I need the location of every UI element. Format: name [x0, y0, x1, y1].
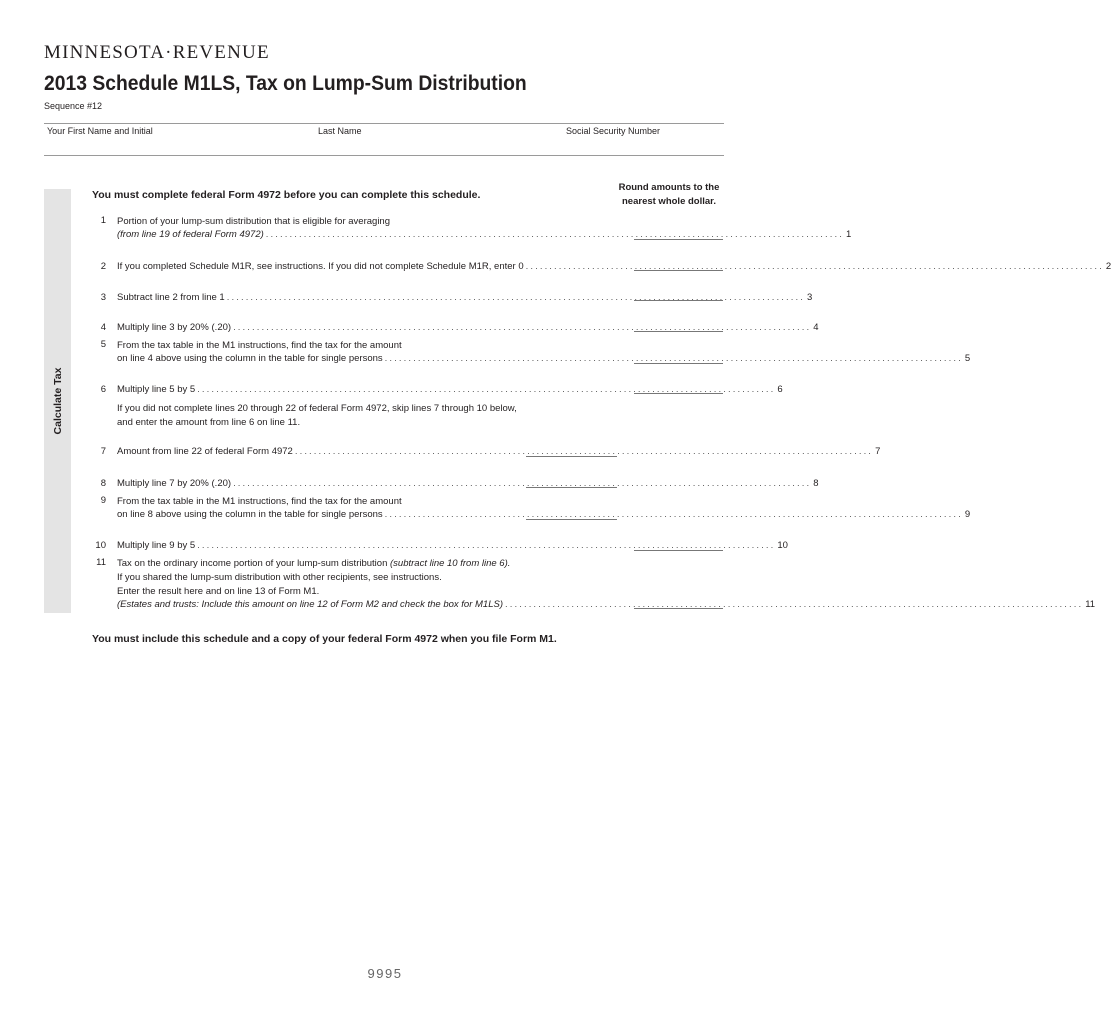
line-10-box-number: 10 — [777, 540, 788, 551]
leader-dots: .......................................................................................................................... — [197, 540, 776, 551]
line-1-number: 1 — [100, 215, 106, 226]
line-10-number: 10 — [95, 540, 106, 551]
line-11-text — [117, 557, 510, 571]
leader-dots: .......................................................................................................................... — [525, 261, 1104, 272]
skip-note-line1: If you did not complete lines 20 through 22 of federal Form 4972, skip lines 7 through 10 below, — [117, 403, 517, 414]
line-9-number: 9 — [100, 495, 106, 506]
line-3-amount-field[interactable] — [634, 300, 723, 301]
leader-dots: .......................................................................................................................... — [233, 478, 812, 489]
line-2-amount-field[interactable] — [634, 270, 723, 271]
line-8-leader — [117, 478, 819, 489]
line-10-leader — [117, 540, 788, 551]
line-3-number: 3 — [100, 292, 106, 303]
first-name-label: Your First Name and Initial — [47, 126, 153, 136]
line-2-leader — [117, 261, 1111, 272]
line-5-leader — [117, 353, 971, 364]
line-1-text: Portion of your lump-sum distribution that is eligible for averaging — [117, 216, 390, 227]
line-10-amount-field[interactable] — [634, 550, 723, 551]
line-5-amount-field[interactable] — [634, 363, 723, 364]
line-9-amount-field[interactable] — [526, 519, 617, 520]
line-1-text2: (from line 19 of federal Form 4972) — [117, 229, 264, 240]
skip-note-line2: and enter the amount from line 6 on line 11. — [117, 417, 301, 428]
leader-dots: .......................................................................................................................... — [384, 509, 963, 520]
line-9-text2: on line 8 above using the column in the table for single persons — [117, 509, 383, 520]
line-1-leader — [117, 229, 852, 240]
line-5-box-number: 5 — [964, 353, 971, 364]
line-11-box-number: 11 — [1085, 599, 1096, 610]
line-1-box-number: 1 — [846, 229, 852, 240]
line-6-box-number: 6 — [777, 384, 783, 395]
line-7-text: Amount from line 22 of federal Form 4972 — [117, 446, 293, 457]
line-2-box-number: 2 — [1105, 261, 1111, 272]
leader-dots: .......................................................................................................................... — [505, 599, 1084, 610]
line-7-number: 7 — [100, 446, 106, 457]
line-7-leader — [117, 446, 881, 457]
line-8-amount-field[interactable] — [526, 487, 617, 488]
line-6-amount-field[interactable] — [634, 393, 723, 394]
ssn-label: Social Security Number — [566, 126, 661, 136]
line-2-number: 2 — [100, 261, 106, 272]
line-2-text: If you completed Schedule M1R, see instructions. If you did not complete Schedule M1R, enter 0 — [117, 261, 524, 272]
leader-dots: .......................................................................................................................... — [226, 292, 805, 303]
instruction-heading: You must complete federal Form 4972 before you can complete this schedule. — [92, 189, 481, 201]
form-number: 9995 — [367, 966, 403, 981]
line-4-number: 4 — [100, 322, 106, 333]
line-11-text-b: (subtract line 10 from line 6). — [390, 558, 511, 569]
line-5-number: 5 — [100, 339, 106, 350]
line-3-box-number: 3 — [806, 292, 813, 303]
line-11-text4: (Estates and trusts: Include this amount on line 12 of Form M2 and check the box for M1LS) — [117, 599, 503, 610]
rounding-note — [604, 181, 734, 209]
line-11-text-a: Tax on the ordinary income portion of your lump-sum distribution — [117, 558, 390, 569]
line-8-number: 8 — [100, 478, 106, 489]
line-8-box-number: 8 — [813, 478, 819, 489]
rounding-note-line2: nearest whole dollar. — [622, 196, 716, 207]
name-field-line[interactable] — [44, 155, 724, 156]
page-title: 2013 Schedule M1LS, Tax on Lump-Sum Distribution — [44, 72, 527, 95]
line-7-box-number: 7 — [875, 446, 881, 457]
agency-logo: MINNESOTA·REVENUE — [44, 42, 270, 63]
last-name-label: Last Name — [318, 126, 362, 136]
leader-dots: .......................................................................................................................... — [265, 229, 845, 240]
section-label: Calculate Tax — [52, 367, 64, 435]
leader-dots: .......................................................................................................................... — [384, 353, 963, 364]
line-9-leader — [117, 509, 971, 520]
line-6-text: Multiply line 5 by 5 — [117, 384, 196, 395]
line-5-text: From the tax table in the M1 instructions, find the tax for the amount — [117, 340, 402, 351]
leader-dots: .......................................................................................................................... — [197, 384, 776, 395]
line-7-amount-field[interactable] — [526, 456, 617, 457]
line-1-amount-field[interactable] — [634, 239, 723, 240]
line-4-text: Multiply line 3 by 20% (.20) — [117, 322, 232, 333]
line-6-number: 6 — [100, 384, 106, 395]
line-9-text: From the tax table in the M1 instructions, find the tax for the amount — [117, 496, 402, 507]
line-4-leader — [117, 322, 819, 333]
line-9-box-number: 9 — [964, 509, 971, 520]
line-6-leader — [117, 384, 783, 395]
line-11-leader — [117, 599, 1096, 610]
leader-dots: .......................................................................................................................... — [233, 322, 812, 333]
line-11-text2: If you shared the lump-sum distribution with other recipients, see instructions. — [117, 572, 442, 583]
rounding-note-line1: Round amounts to the — [618, 182, 720, 193]
line-3-text: Subtract line 2 from line 1 — [117, 292, 225, 303]
line-3-leader — [117, 292, 813, 303]
line-11-text3: Enter the result here and on line 13 of Form M1. — [117, 586, 320, 597]
line-4-box-number: 4 — [813, 322, 819, 333]
line-8-text: Multiply line 7 by 20% (.20) — [117, 478, 232, 489]
line-4-amount-field[interactable] — [634, 331, 723, 332]
sequence-number: Sequence #12 — [44, 101, 103, 111]
line-5-text2: on line 4 above using the column in the table for single persons — [117, 353, 383, 364]
filing-instruction: You must include this schedule and a copy of your federal Form 4972 when you file Form M1. — [92, 633, 557, 645]
line-11-number: 11 — [96, 557, 106, 568]
divider — [44, 123, 724, 124]
leader-dots: .......................................................................................................................... — [294, 446, 874, 457]
line-11-amount-field[interactable] — [634, 608, 723, 609]
line-10-text: Multiply line 9 by 5 — [117, 540, 196, 551]
